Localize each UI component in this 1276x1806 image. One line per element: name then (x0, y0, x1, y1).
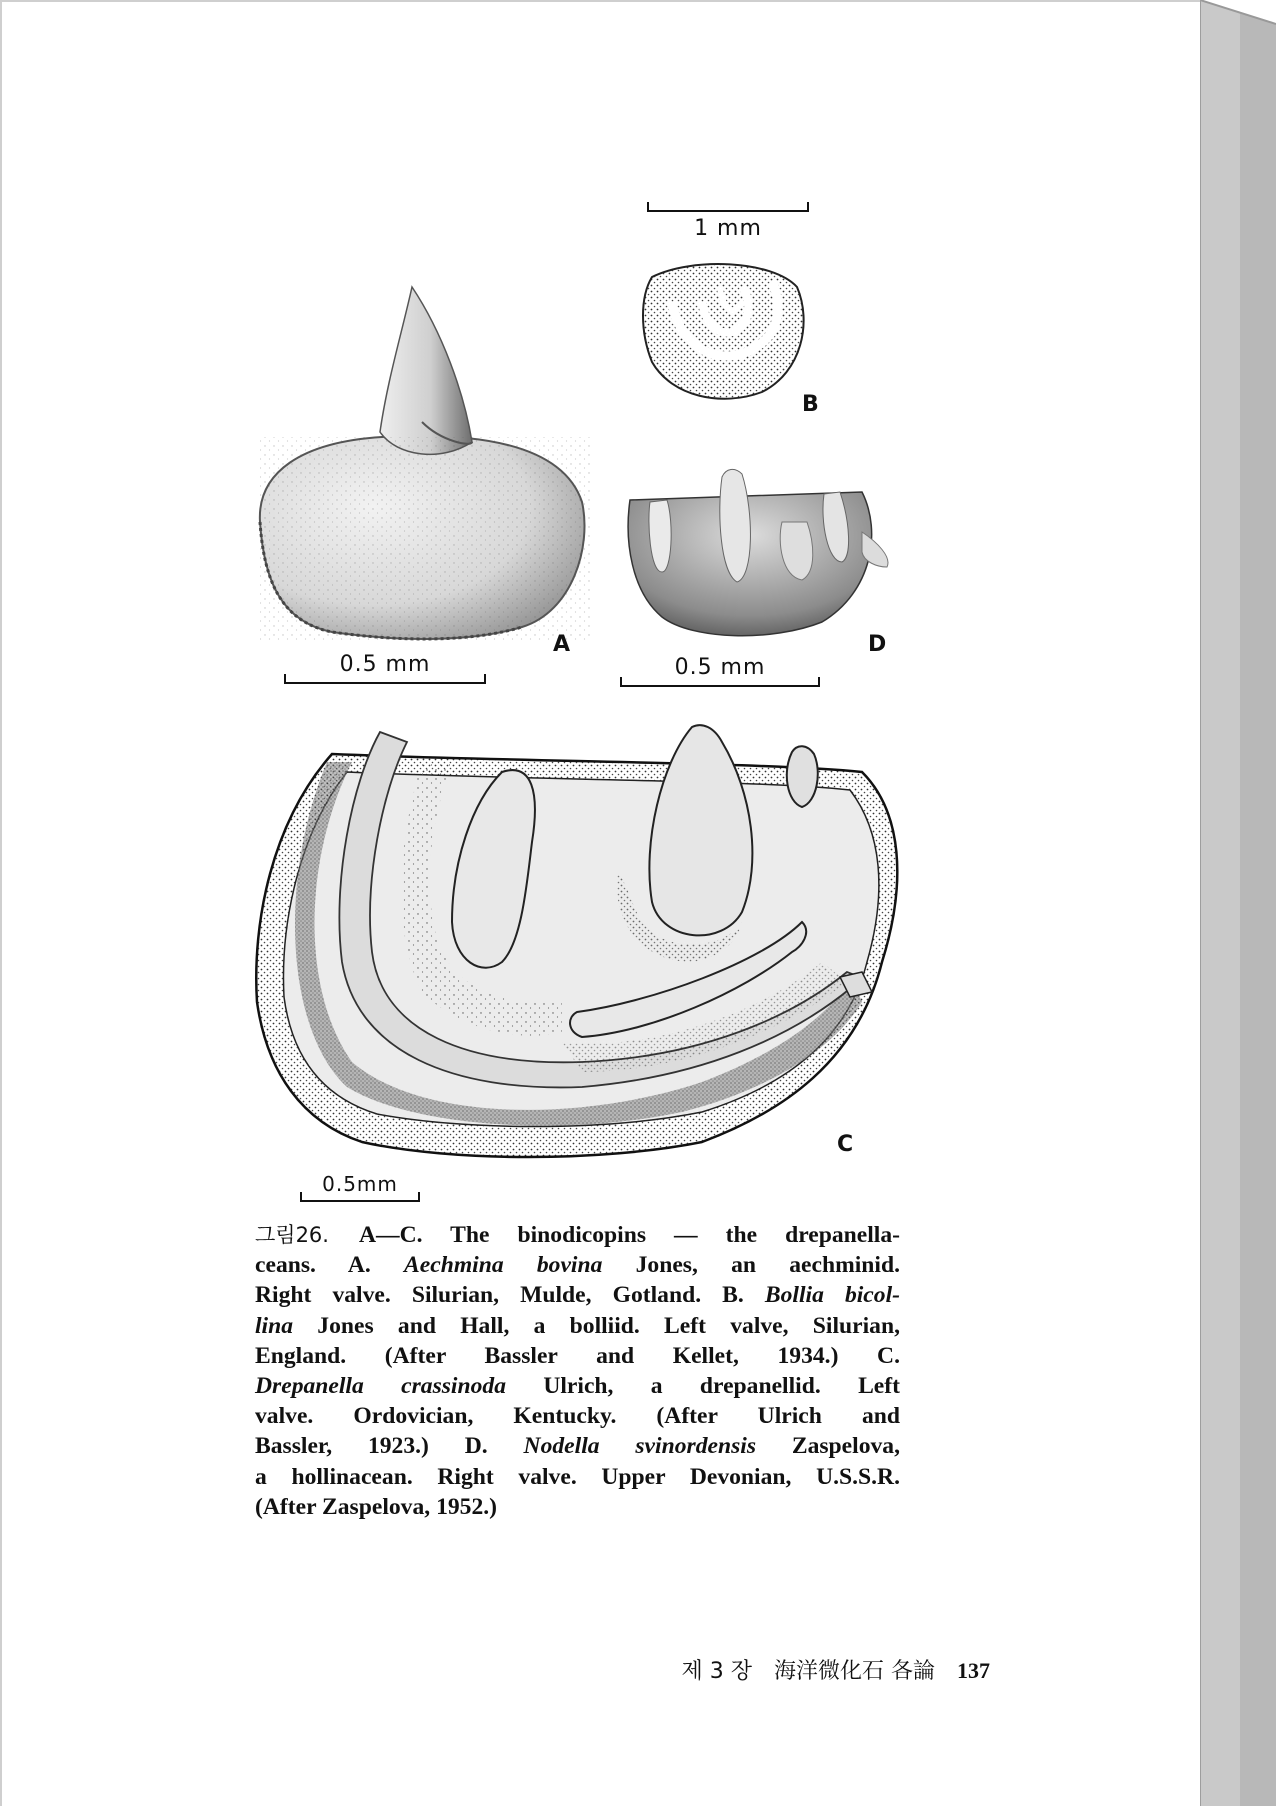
caption-text-run (255, 1280, 900, 1310)
chapter-title: 海洋微化石 各論 (774, 1659, 935, 1684)
caption-text: valve. Ordovician, Kentucky. (After Ulrich and (255, 1403, 900, 1430)
label-c: C (837, 1132, 854, 1157)
caption-text: Right valve. Silurian, Mulde, Gotland. B. (255, 1282, 765, 1309)
caption-text: ceans. A. (255, 1252, 405, 1279)
scale-bar-c (300, 1174, 420, 1202)
caption-text-run (255, 1431, 900, 1461)
specimen-d-drawing (628, 469, 888, 635)
caption-text: A—C. The binodicopins — the drepanella- (358, 1222, 900, 1248)
specimen-b-drawing (643, 264, 804, 399)
running-footer (682, 1654, 991, 1685)
chapter-label: 제 3 장 (681, 1659, 752, 1684)
caption-text: England. (After Bassler and Kellet, 1934.) C. (255, 1342, 900, 1369)
specimen-a-drawing (260, 287, 590, 642)
caption-text: Jones and Hall, a bolliid. Left valve, Silurian, (293, 1312, 900, 1339)
specimen-c-drawing (256, 725, 897, 1157)
caption-line-6 (255, 1371, 900, 1401)
caption-line-1 (255, 1220, 900, 1250)
page-thickness-edge (1200, 0, 1276, 1806)
caption-line-4 (255, 1311, 900, 1341)
caption-text: Jones, an aechminid. (602, 1252, 901, 1279)
caption-text: Zaspelova, (756, 1433, 900, 1460)
caption-line-7 (255, 1401, 900, 1431)
caption-line-10 (255, 1492, 900, 1522)
scale-bar-a (284, 654, 486, 684)
label-d: D (868, 632, 887, 657)
taxon-name: Aechmina bovina (404, 1252, 603, 1279)
caption-line-3 (255, 1280, 900, 1310)
label-b: B (802, 392, 819, 417)
caption-text: Ulrich, a drepanellid. Left (506, 1373, 900, 1400)
caption-text: Bassler, 1923.) D. (255, 1433, 524, 1460)
taxon-name: Bollia bicol- (764, 1282, 900, 1309)
label-a: A (553, 632, 571, 657)
taxon-name: Nodella svinordensis (523, 1433, 756, 1460)
caption-line-2 (255, 1250, 900, 1280)
caption-text-run (255, 1250, 900, 1280)
scale-label-d: 0.5 mm (674, 655, 766, 680)
scale-bar-d (620, 657, 820, 687)
caption-text-run (255, 1371, 900, 1401)
scale-bar-b (647, 202, 809, 242)
page-number: 137 (957, 1658, 990, 1683)
taxon-name: lina (255, 1312, 294, 1339)
caption-line-9 (255, 1462, 900, 1492)
scale-label-b: 1 mm (694, 216, 762, 241)
taxon-name: Drepanella crassinoda (255, 1373, 506, 1400)
caption-text: (After Zaspelova, 1952.) (255, 1493, 498, 1520)
scale-label-a: 0.5 mm (339, 652, 431, 677)
caption-text: a hollinacean. Right valve. Upper Devonian, U.S.S.R. (255, 1463, 900, 1490)
figure-number: 그림26. (255, 1223, 329, 1247)
caption-line-8 (255, 1431, 900, 1461)
scale-label-c: 0.5mm (322, 1172, 398, 1196)
caption-text-run (255, 1311, 900, 1341)
caption-line-5 (255, 1341, 900, 1371)
figure-caption (255, 1220, 900, 1522)
ostracod-figure (2, 2, 1202, 1202)
